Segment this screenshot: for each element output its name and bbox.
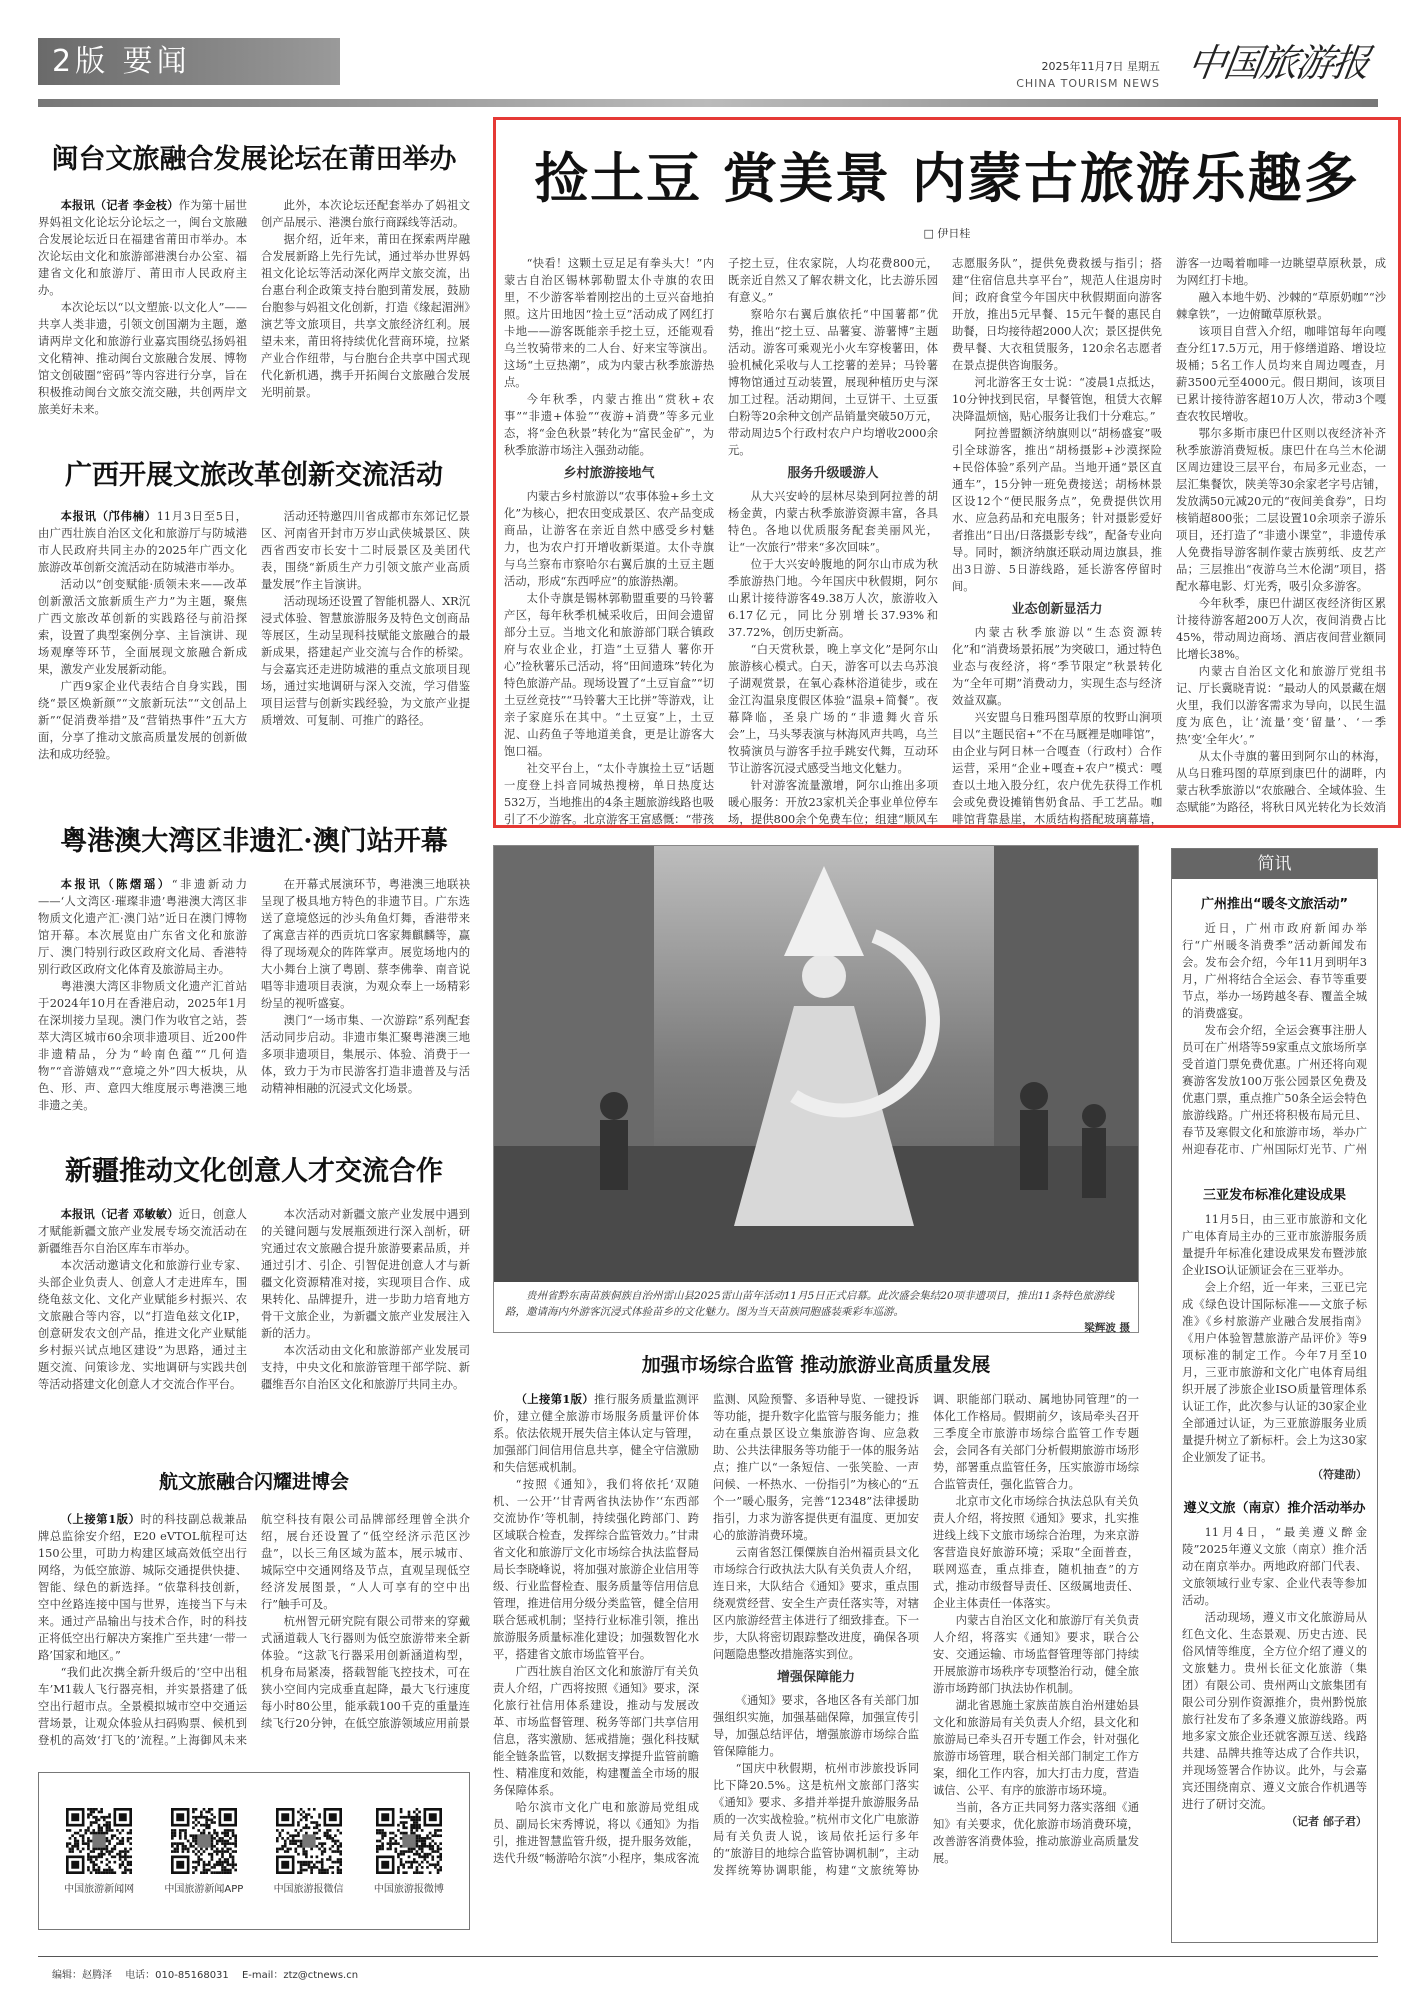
- article-lead: （上接第1版）: [60, 1512, 141, 1526]
- brief-body: [1172, 1211, 1377, 1483]
- paragraph-text: 据介绍，近年来，莆田在探索两岸融合发展新路上先行先试，通过举办世界妈祖文化论坛等活动深化两岸文旅交流，出台惠台利企政策支持台胞到莆发展，鼓励台胞参与妈祖文化创新，打造《缘起湄洲》演艺等文旅项目，共享文旅经济红利。展望未来，莆田将持续优化营商环境，拉紧产业合作纽带，与台胞台企共享中国式现代化新机遇，携手开拓闽台文旅融合发展光明前景。: [261, 233, 470, 399]
- paragraph-text: 近日，广州市政府新闻办举行“广州暖冬消费季”活动新闻发布会。发布会介绍，今年11月到明年3月，广州将结合全运会、春节等重要节点，举办一场跨越冬春、覆盖全城的消费盛宴。: [1182, 922, 1367, 1020]
- paragraph-text: 内蒙古乡村旅游以“农事体验+乡土文化”为核心，把农田变成景区、农产品变成商品，让游客在亲近自然中感受乡村魅力，也为农户打开增收新渠道。太仆寺旗与乌兰察布市察哈尔右翼后旗的土豆主题活动，形成“东西呼应”的旅游热潮。: [504, 490, 714, 588]
- paragraph-text: 活动现场还设置了智能机器人、XR沉浸式体验、智慧旅游服务及特色文创商品等展区，生动呈现科技赋能文旅融合的最新成果，搭建起产业交流与合作的桥梁。与会嘉宾还走进防城港的重点文旅项目现场，通过实地调研与深入交流，学习借鉴项目运营与创新实践经验，为文旅产业提质增效、可复制、可推广的路径。: [261, 595, 470, 727]
- photo-caption: [505, 1288, 1130, 1336]
- paragraph: [261, 876, 470, 1012]
- paragraph-text: 本次活动由文化和旅游部产业发展司支持，中央文化和旅游管理干部学院、新疆维吾尔自治区文化和旅游厅共同主办。: [261, 1344, 470, 1391]
- paragraph: [713, 1544, 919, 1663]
- paragraph-text: 本次论坛以“以文塑旅·以文化人”——共享人类非遗，引领文创国潮为主题，邀请两岸文化和旅游行业嘉宾围绕弘扬妈祖文化精神、推动闽台文旅融合发展、博物馆文创破圈“密码”等内容进行分享，旨在积极推动闽台文旅交流交融，共创两岸文旅美好未来。: [38, 301, 247, 416]
- section-tag: 2版 要闻: [38, 38, 340, 85]
- paragraph-text: 活动还特邀四川省成都市东郊记忆景区、河南省开封市万岁山武侠城景区、陕西省西安市长安十二时辰景区及美团代表，围绕“新质生产力引领文旅产业高质量发展”作主旨演讲。: [261, 510, 470, 591]
- date-text: 2025年11月7日 星期五: [1041, 60, 1160, 73]
- paragraph: [38, 197, 247, 299]
- paragraph-text: “我们此次携全新升级后的‘空中出租车’M1载人飞行器亮相，并实景搭建了低空出行超市点。全景模拟城市空中交通运营场景，让观众体验从扫码购票、候机到登机的高效‘打飞的’流程。”上海御风未来航空科技有限公司品牌部经理曾全洪介绍，展台还设置了“低空经济示范区沙盘”，以长三角区域为蓝本，展示城市、城际空中交通网络及节点，直观呈现低空经济发展图景，“人人可享有的空中出行”触手可及。: [38, 1513, 470, 1747]
- paragraph: [1182, 1609, 1367, 1813]
- article-lead: （上接第1版）: [515, 1392, 595, 1406]
- subheading: 增强保障能力: [776, 1670, 855, 1685]
- paragraph: [504, 590, 714, 760]
- paragraph: [1182, 1211, 1367, 1279]
- caption-text: 贵州省黔东南苗族侗族自治州雷山县2025雷山苗年活动11月5日正式启幕。此次盛会集结20项非遗项目，推出11条特色旅游线路，邀请海内外游客沉浸式体验苗乡的文化魅力。图为当天苗族同胞盛装乘彩车巡游。: [505, 1290, 1114, 1318]
- paragraph-text: 广西壮族自治区文化和旅游厅有关负责人介绍，广西将按照《通知》要求，深化旅行社信用体系建设，推动与发展改革、市场监督管理、税务等部门共享信用信息，落实激励、惩戒措施；强化科技赋能全链条监管，以数据支撑提升监管前瞻性、精准度和效能，构建覆盖全市场的服务保障体系。: [493, 1665, 699, 1797]
- paragraph: [933, 1612, 1139, 1697]
- feature-article: [493, 117, 1401, 828]
- paragraph-text: 内蒙古自治区文化和旅游厅有关负责人介绍，将落实《通知》要求，联合公安、交通运输、市场监督管理等部门持续开展旅游市场秩序专项整治行动，健全旅游市场跨部门执法协作机制。: [933, 1614, 1139, 1695]
- paragraph-text: 阿拉善盟额济纳旗则以“胡杨盛宴”吸引全球游客，推出“胡杨摄影+沙漠探险+民俗体验”系列产品。当地开通“景区直通车”，15分钟一班免费接送；胡杨林景区设12个“便民服务点”，免费提供饮用水、应急药品和充电服务；针对摄影爱好者推出“日出/日落摄影专线”，配备专业向导。同时，额济纳旗还联动周边旗县，推出3日游、5日游线路，延长游客停留时间。: [952, 427, 1162, 593]
- paragraph-text: 太仆寺旗是锡林郭勒盟重要的马铃薯产区，每年秋季机械采收后，田间会遗留部分土豆。当地文化和旅游部门联合镇政府与农业企业，打造“土豆猎人 薯你开心”捡秋薯乐己活动，将“田间遗珠”转化为特色旅游产品。现场设置了“土豆盲盒”“切土豆丝竞技”“马铃薯大王比拼”等游戏，让亲子家庭乐在其中。“土豆宴”上，土豆泥、山药鱼子等地道美食，更是让游客大饱口福。: [504, 592, 714, 758]
- article-lead: 本报讯（陈熠瑶）: [60, 877, 172, 891]
- paragraph: [38, 978, 247, 1114]
- brief-author: （符建劭）: [1312, 1468, 1367, 1481]
- paragraph-text: 内蒙古自治区文化和旅游厅党组书记、厅长冀晓青说：“最动人的风景藏在烟火里，我们以游客需求为导向，以民生温度为底色，让‘流量’变‘留量’、‘一季热’变‘全年火’。”: [1176, 665, 1386, 746]
- paragraph-text: 社交平台上，“太仆寺旗捡土豆”话题一度登上抖音同城热搜榜，单日热度达532万，当地推出的4条主题旅游线路也吸引了不少游客。北京游客王富感慨：“带孩子挖土豆，住农家院，人均花费800元，既亲近自然又了解农耕文化，比去游乐园有意义。”: [504, 257, 938, 826]
- qr-code-icon: [276, 1808, 342, 1874]
- article-body: [38, 197, 470, 422]
- market-title: 加强市场综合监管 推动旅游业高质量发展: [641, 1354, 991, 1376]
- article-title: 广西开展文旅改革创新交流活动: [65, 460, 443, 491]
- paragraph: [38, 876, 247, 978]
- paragraph-text: “国庆中秋假期，杭州市涉旅投诉同比下降20.5%。这是杭州文旅部门落实《通知》要求、多措并举提升旅游服务品质的一次实战检验。”杭州市文化广电旅游局有关负责人说，该局依托运行多年的“旅游目的地综合监管协调机制”，主动发挥统筹协调职能，构建“文旅统筹协调、职能部门联动、属地协同管理”的一体化工作格局。假期前夕，该局牵头召开三季度全市旅游市场综合监管工作专题会，会同各有关部门分析假期旅游市场形势，部署重点监管任务，压实旅游市场综合监管责任，强化监管合力。: [713, 1393, 1139, 1877]
- brief-body: [1172, 920, 1377, 1170]
- qr-code-item[interactable]: [64, 1808, 134, 1895]
- paragraph: [728, 306, 938, 459]
- footer-editor: 编辑：赵腾泽: [52, 1970, 112, 1981]
- paragraph-text: 湖北省恩施土家族苗族自治州建始县文化和旅游局有关负责人介绍，县文化和旅游局已牵头召开专题工作会，针对强化旅游市场管理，联合相关部门制定工作方案，细化工作内容，加大打击力度，营造诚信、公平、有序的旅游市场环境。: [933, 1699, 1139, 1797]
- brief-item: [1172, 893, 1377, 1170]
- paragraph-text: 北京市文化市场综合执法总队有关负责人介绍，将按照《通知》要求，扎实推进线上线下文旅市场综合治理，为来京游客营造良好旅游环境；采取“全面普查，联网巡查，重点排查，随机抽查”的方式，推动市级督导责任、区级属地责任、企业主体责任一体落实。: [933, 1495, 1139, 1610]
- paragraph: [933, 1493, 1139, 1612]
- paragraph: [38, 576, 247, 678]
- article-lead: 本报讯（记者 李金枝）: [60, 198, 179, 212]
- briefs-header: 简讯: [1172, 849, 1377, 879]
- footer: [52, 1966, 358, 1981]
- article-body: [38, 876, 470, 1119]
- paragraph: [38, 678, 247, 763]
- article-body: [38, 1511, 470, 1761]
- paragraph-text: 针对游客流量激增，阿尔山推出多项暖心服务：开放23家机关企事业单位停车场，提供800余个免费车位；组建“顺风车志愿服务队”，提供免费救援与指引；搭建“住宿信息共享平台”，规范人住退房时间；政府食堂今年国庆中秋假期面向游客开放，推出5元早餐、15元午餐的惠民自助餐，日均接待超2000人次；景区提供免费早餐、大衣租赁服务，120余名志愿者在景点提供咨询服务。: [728, 257, 1162, 826]
- paragraph: [933, 1697, 1139, 1799]
- qr-code-icon: [66, 1808, 132, 1874]
- paragraph: [504, 255, 714, 391]
- paragraph-text: 粤港澳大湾区非物质文化遗产汇首站于2024年10月在香港启动，2025年1月在深圳接力呈现。澳门作为收官之站，荟萃大湾区城市60余项非遗项目、近200件非遗精品，分为“岭南色蕴”“几何造物”“音游嬉戏”“意境之外”四大板块，从色、形、声、意四大维度展示粤港澳三地非遗之美。: [38, 980, 247, 1112]
- paragraph: [261, 508, 470, 593]
- paragraph-text: 本次活动邀请文化和旅游行业专家、头部企业负责人、创意人才走进库车，围绕龟兹文化、文化产业赋能乡村振兴、农文旅融合等内容，以“打造龟兹文化IP，创意研发农文创产品，推进文化产业赋能乡村振兴试点地区建设”为思路，通过主题交流、问策诊龙、实地调研与实践共创等活动搭建文化创意人才交流合作平台。: [38, 1259, 247, 1391]
- paragraph-text: 近日，创意人才赋能新疆文旅产业发展专场交流活动在新疆维吾尔自治区库车市举办。: [38, 1208, 247, 1255]
- paragraph-text: 位于大兴安岭腹地的阿尔山市成为秋季旅游热门地。今年国庆中秋假期，阿尔山累计接待游客49.38万人次，旅游收入6.17亿元，同比分别增长37.93%和37.72%，创历史新高。: [728, 558, 938, 639]
- paragraph-text: 推行服务质量监测评价，建立健全旅游市场服务质量评价体系。依法依规开展失信主体认定与管理，加强部门间信用信息共享，健全守信激励和失信惩戒机制。: [493, 1393, 699, 1474]
- paragraph: [38, 508, 247, 576]
- paragraph-text: “非遗新动力——‘人文湾区·璀璨非遗’粤港澳大湾区非物质文化遗产汇·澳门站”近日在澳门博物馆开幕。本次展览由广东省文化和旅游厅、澳门特别行政区政府文化局、香港特别行政区政府文化体育及旅游局主办。: [38, 878, 247, 976]
- paragraph-text: 会上介绍，近一年来，三亚已完成《绿色设计国际标准——文旅子标准》《乡村旅游产业融合发展指南》《用户体验智慧旅游产品评价》等9项标准的制定工作。今年7月至10月，三亚市旅游和文化广电体育局组织开展了涉旅企业ISO质量管理体系认证工作，此次参与认证的30家企业全部通过认证，为三亚旅游服务业质量提升树立了新标杆。会上为这30家企业颁发了证书。: [1182, 1281, 1367, 1464]
- paragraph-text: 杭州智元研究院有限公司带来的穿戴式涵道载人飞行器则为低空旅游带来全新体验。“这款飞行器采用创新涵道构型，机身布局紧凑，搭载智能飞控技术，可在狭小空间内完成垂直起降，最大飞行速度每小时80公里，能承载100千克的重量连续飞行20分钟，在低空旅游领域应用前景: [261, 1615, 470, 1730]
- paragraph: [261, 1012, 470, 1097]
- footer-email: E-mail：ztz@ctnews.cn: [241, 1970, 359, 1981]
- parade-image: [494, 846, 1138, 1282]
- brief-title: 广州推出“暖冬文旅活动”: [1200, 897, 1349, 912]
- paragraph: [1182, 920, 1367, 1022]
- paragraph: [728, 556, 938, 641]
- festival-photo: [493, 845, 1139, 1333]
- qr-code-label: 中国旅游新闻APP: [164, 1883, 244, 1895]
- paragraph-text: 融入本地牛奶、沙棘的“草原奶咖”“沙棘拿铁”，一边俯瞰草原秋景。: [1176, 291, 1386, 321]
- market-article: [493, 1350, 1139, 1946]
- paragraph: [1176, 595, 1386, 663]
- article-lead: 本报讯（邝伟楠）: [60, 509, 157, 523]
- paragraph: [504, 391, 714, 459]
- paragraph: [933, 1799, 1139, 1867]
- paragraph: [504, 488, 714, 590]
- paragraph-text: 今年秋季，康巴什湖区夜经济街区累计接待游客超200万人次，夜间消费占比45%，带动周边商场、酒店夜间营业额同比增长38%。: [1176, 597, 1386, 661]
- paragraph: [493, 1476, 699, 1663]
- qr-code-label: 中国旅游报微博: [373, 1883, 444, 1895]
- paragraph: [728, 641, 938, 777]
- qr-code-icon: [171, 1808, 237, 1874]
- paragraph: [38, 1257, 247, 1393]
- paragraph-text: 活动以“创变赋能·质领未来——改革创新激活文旅新质生产力”为主题，聚焦广西文旅改革创新的实践路径与前沿探索，设置了典型案例分享、主旨演讲、现场观摩等环节，全面展现文旅融合新成果，激发产业发展新动能。: [38, 578, 247, 676]
- paragraph: [261, 231, 470, 401]
- paragraph: [713, 1692, 919, 1760]
- footer-rule: [38, 1956, 1378, 1957]
- paragraph-text: 11月3日至5日，由广西壮族自治区文化和旅游厅与防城港市人民政府共同主办的2025年广西文化旅游改革创新交流活动在防城港市举办。: [38, 510, 247, 574]
- brief-item: [1172, 1497, 1377, 1830]
- paragraph: [261, 593, 470, 729]
- paragraph-text: 在开幕式展演环节，粤港澳三地联袂呈现了极具地方特色的非遗节目。广东选送了意境悠远的沙头角鱼灯舞，香港带来了寓意吉祥的西贡坑口客家舞麒麟等，赢得了现场观众的阵阵掌声。展览场地内的大小舞台上演了粤剧、蔡李佛拳、南音说唱等非遗项目表演，为观众奉上一场精彩纷呈的视听盛宴。: [261, 878, 470, 1010]
- paragraph-text: “快看！这颗土豆足足有拳头大！”内蒙古自治区锡林郭勒盟太仆寺旗的农田里，不少游客举着刚挖出的土豆兴奋地拍照。这片田地因“捡土豆”活动成了网红打卡地——游客既能亲手挖土豆，还能观看乌兰牧骑带来的二人台、好来宝等演出。这场“土豆热潮”，成为内蒙古秋季旅游热点。: [504, 257, 714, 389]
- paragraph-text: 发布会介绍，全运会赛事注册人员可在广州塔等59家重点文旅场所享受首道门票免费优惠。广州还将向观赛游客发放100万张公园景区免费及优惠门票，重点推广50条全运会特色旅游线路。广州还将积极布局元旦、春节及寒假文化和旅游市场，举办广州迎春花市、广州国际灯光节、广州: [1182, 1024, 1367, 1156]
- paragraph-text: 活动现场，遵义市文化旅游局从红色文化、生态景观、历史古迹、民俗风情等维度，全方位介绍了遵义的文旅魅力。贵州长征文化旅游（集团）有限公司、贵州两山文旅集团有限公司分别作资源推介，贵州黔悦旅旅行社发布了多条遵义旅游线路。两地多家文旅企业还就客源互送、线路共建、品牌共推等达成了合作共识，并现场签署合作协议。此外，与会嘉宾还围绕南京、遵义文旅合作机遇等进行了研讨交流。: [1182, 1611, 1367, 1811]
- paragraph: [38, 299, 247, 418]
- brief-author: （记者 邰子君）: [1286, 1815, 1367, 1828]
- paragraph-text: 河北游客王女士说：“凌晨1点抵达，10分钟找到民宿，早餐管饱，租赁大衣解决降温烦恼，贴心服务让我们十分难忘。”: [952, 376, 1162, 423]
- paragraph-text: 本次活动对新疆文旅产业发展中遇到的关键问题与发展瓶颈进行深入剖析，研究通过农文旅融合提升旅游要素品质，并通过引才、引企、引智促进创意人才与新疆文化资源精准对接，实现项目合作、成果转化、品牌提升，进一步助力培育地方骨干文旅企业，为新疆文旅产业发展注入新的活力。: [261, 1208, 470, 1340]
- paragraph-text: 当前，各方正共同努力落实落细《通知》有关要求，优化旅游市场消费环境，改善游客消费体验，推动旅游业高质量发展。: [933, 1801, 1139, 1865]
- paragraph-text: 鄂尔多斯市康巴什区则以夜经济补齐秋季旅游消费短板。康巴什在乌兰木伦湖区周边建设三层平台，布局多元业态，一层汇集餐饮，陕美等30余家老字号店铺，发放满50元减20元的“夜间美食券”，日均核销超800张；二层设置10余项亲子游乐项目，还打造了“非遗小课堂”，非遗传承人免费指导游客制作蒙古族剪纸、皮艺产品；三层推出“夜游乌兰木伦湖”项目，搭配水幕电影、灯光秀，吸引众多游客。: [1176, 427, 1386, 593]
- paragraph-text: 11月4日，“最美遵义醉金陵”2025年遵义文旅（南京）推介活动在南京举办。两地政府部门代表、文旅领域行业专家、企业代表等参加活动。: [1182, 1526, 1367, 1607]
- article-title: 粤港澳大湾区非遗汇·澳门站开幕: [60, 826, 448, 857]
- paragraph-text: 内蒙古秋季旅游以“生态资源转化”和“消费场景拓展”为突破口，通过特色业态与夜经济，将“季节限定”秋景转化为“全年可期”消费动力，实现生态与经济效益双赢。: [952, 626, 1162, 707]
- footer-phone: 电话：010-85168031: [125, 1970, 229, 1981]
- paragraph: [38, 1511, 247, 1664]
- paragraph-text: 《通知》要求，各地区各有关部门加强组织实施，加强基础保障，加强宣传引导，加强总结评估，增强旅游市场综合监管保障能力。: [713, 1694, 919, 1758]
- paragraph-text: “按照《通知》，我们将依托‘双随机、一公开’‘甘青两省执法协作’‘东西部交流协作’等机制，持续强化跨部门、跨区域联合检查，发挥综合监管效力。”甘肃省文化和旅游厅文化市场综合执法监督局局长李晓峰说，将加强对旅游企业信用等级、行业监督检查、服务质量等信用信息管理，推进信用分级分类监管，健全信用联合惩戒机制；坚持行业标准引领，推出旅游服务质量标准化建设；加强数智化水平，搭建省文旅市场监管平台。: [493, 1478, 699, 1661]
- news-briefs: [1171, 848, 1378, 1943]
- paragraph: [493, 1391, 699, 1476]
- paragraph-text: 时的科技副总裁兼品牌总监徐安介绍，E20 eVTOL航程可达150公里，可助力构建区域高效低空出行网络，为低空旅游、城际交通提供快捷、智能、绿色的新选择。“依靠科技创新，空中丝路连接中国与世界，连接当下与未来。通过产品输出与技术合作，时的科技正将低空出行解决方案推广至共建‘一带一路’国家和地区。”: [38, 1513, 247, 1662]
- paragraph-text: 从太仆寺旗的薯田到阿尔山的林海，从乌日雅玛图的草原到康巴什的湖畔，内蒙古秋季旅游以“农旅融合、全域体验、生态赋能”为路径，将秋日风光转化为长效消: [1176, 750, 1386, 814]
- article-body: [38, 1206, 470, 1442]
- paragraph-text: 今年秋季，内蒙古推出“赏秋+农事”“非遗+体验”“夜游+消费”等多元业态，将“金色秋景”转化为“富民金矿”，为秋季旅游市场注入强劲动能。: [504, 393, 714, 457]
- paragraph: [1182, 1279, 1367, 1466]
- feature-byline: □ 伊日桂: [923, 227, 971, 240]
- paragraph-text: 广西9家企业代表结合自身实践，围绕“景区焕新颜”“文旅新玩法”“文创品上新”“促消费举措”及“营销热事件”五大方面，分享了推动文旅高质量发展的创新做法和成功经验。: [38, 680, 247, 761]
- feature-title: 捡土豆 赏美景 内蒙古旅游乐趣多: [534, 146, 1360, 210]
- qr-code-panel: [38, 1772, 470, 1930]
- paragraph-text: 该项目自营入介绍，咖啡馆每年向嘎查分红17.5万元，用于修缮道路、增设垃圾桶；5名工作人员均来自周边嘎查，月薪3500元至4000元。假日期间，该项目已累计接待游客超10万人次，带动3个嘎查农牧民增收。: [1176, 325, 1386, 423]
- paragraph: [493, 1663, 699, 1799]
- paragraph: [261, 1342, 470, 1393]
- subheading: 业态创新显活力: [1011, 602, 1103, 617]
- paragraph-text: 云南省怒江傈僳族自治州福贡县文化市场综合行政执法大队有关负责人介绍，连日来，大队结合《通知》要求，重点围绕观赏经营、安全生产责任落实等，对辖区内旅游经营主体进行了细致排查。下一步，大队将密切跟踪整改进度，确保各项问题隐患整改措施落实到位。: [713, 1546, 919, 1661]
- newspaper-logo: 中国旅游报: [1184, 41, 1372, 85]
- paragraph: [1176, 425, 1386, 595]
- feature-body: [504, 255, 1386, 835]
- article-body: [38, 508, 470, 776]
- paragraph-text: “白天赏秋景，晚上享文化”是阿尔山旅游核心模式。白天，游客可以去乌苏浪子湖观赏景，在氧心森林浴道徒步，或在金江沟温泉度假区体验“温泉+简餐”。夜幕降临，圣泉广场的“非遗舞火音乐会”上，马头琴表演与林海风声共鸣，乌兰牧骑演员与游客手拉手跳安代舞，互动环节让游客沉浸式感受当地文化魅力。: [728, 643, 938, 775]
- paragraph-text: 作为第十届世界妈祖文化论坛分论坛之一，闽台文旅融合发展论坛近日在福建省莆田市举办。本次论坛由文化和旅游部港澳台办公室、福建省文化和旅游厅、莆田市人民政府主办。: [38, 199, 247, 297]
- brief-item: [1172, 1184, 1377, 1483]
- paragraph: [728, 488, 938, 556]
- paragraph: [38, 1206, 247, 1257]
- paragraph: [952, 425, 1162, 595]
- brief-title: 遵义文旅（南京）推介活动举办: [1183, 1501, 1366, 1516]
- paragraph: [952, 374, 1162, 425]
- paragraph-text: 澳门“一场市集、一次游踪”系列配套活动同步启动。非遗市集汇聚粤港澳三地多项非遗项目，集展示、体验、消费于一体，致力于为市民游客打造非遗普及与活动精神相融的沉浸式文化场景。: [261, 1014, 470, 1095]
- market-body: [493, 1391, 1139, 1946]
- qr-code-item[interactable]: [274, 1808, 344, 1895]
- brief-title: 三亚发布标准化建设成果: [1202, 1188, 1346, 1203]
- subheading: 服务升级暖游人: [787, 466, 879, 481]
- qr-code-icon: [376, 1808, 442, 1874]
- paragraph: [1176, 323, 1386, 425]
- qr-code-item[interactable]: [164, 1808, 243, 1895]
- paragraph: [1176, 663, 1386, 748]
- paragraph-text: 11月5日，由三亚市旅游和文化广电体育局主办的三亚市旅游服务质量提升年标准化建设成果发布暨涉旅企业ISO认证颁证会在三亚举办。: [1182, 1213, 1367, 1277]
- paragraph: [1176, 289, 1386, 323]
- paragraph-text: 察哈尔右翼后旗依托“中国薯都”优势，推出“挖土豆、品薯宴、游薯博”主题活动。游客可乘观光小火车穿梭薯田，体验机械化采收与人工挖薯的差异；马铃薯博物馆通过互动装置，展现种植历史与深加工过程。活动期间，土豆饼干、土豆蛋白粉等20余种文创产品销量突破50万元，带动周边5个行政村农户户均增收2000余元。: [728, 308, 938, 457]
- paragraph: [261, 1206, 470, 1342]
- paragraph-text: 此外，本次论坛还配套举办了妈祖文创产品展示、港澳台旅行商踩线等活动。: [261, 199, 470, 229]
- article-title: 航文旅融合闪耀进博会: [158, 1471, 349, 1493]
- subheading: 乡村旅游接地气: [563, 466, 655, 481]
- paragraph: [261, 197, 470, 231]
- qr-code-item[interactable]: [374, 1808, 444, 1895]
- qr-code-label: 中国旅游报微信: [273, 1883, 344, 1895]
- qr-code-label: 中国旅游新闻网: [64, 1883, 135, 1895]
- paragraph-text: 从大兴安岭的层林尽染到阿拉善的胡杨金黄，内蒙古秋季旅游资源丰富，各具特色。各地以优质服务配套美丽风光，让“一次旅行”带来“多次回味”。: [728, 490, 938, 554]
- paragraph-text: 哈尔滨市文化广电和旅游局党组成员、副局长宋秀博说，将以《通知》为指引，推进智慧监管升级，提升服务效能，迭代升级“畅游哈尔滨”小程序，集成客流监测、风险预警、多语种导览、一键投诉等功能，提升数字化监管与服务能力；推动在重点景区设立集旅游咨询、应急救助、公共法律服务等功能于一体的服务站点；推广以“一条短信、一张笑脸、一声问候、一杯热水、一份指引”为核心的“五个一”暖心服务，完善“12348”法律援助指引，力求为游客提供更有温度、更加安心的旅游消费环境。: [493, 1393, 919, 1865]
- brief-body: [1172, 1524, 1377, 1830]
- english-masthead: CHINA TOURISM NEWS: [1016, 77, 1160, 90]
- paragraph-text: 兴安盟乌日雅玛图草原的牧野山涧项目以“主题民宿+“不在马厩裡是咖啡馆”，由企业与阿日林一合嘎查（行政村）合作运营，采用“企业+嘎查+农户”模式：嘎查以土地入股分红，农户优先获得工作机会或免费设摊销售奶食品、手工艺品。咖啡馆背靠悬崖，木质结构搭配玻璃幕墙，游客一边喝着咖啡一边眺望草原秋景，成为网红打卡地。: [952, 257, 1386, 826]
- article-title: 闽台文旅融合发展论坛在莆田举办: [51, 144, 457, 175]
- article-title: 新疆推动文化创意人才交流合作: [65, 1156, 443, 1187]
- paragraph: [952, 624, 1162, 709]
- photo-credit: 梁辉波 摄: [1084, 1322, 1130, 1334]
- issue-date: [1010, 58, 1160, 92]
- article-lead: 本报讯（记者 邓敏敏）: [60, 1207, 179, 1221]
- header-rule: [38, 99, 1378, 107]
- paragraph: [1182, 1524, 1367, 1609]
